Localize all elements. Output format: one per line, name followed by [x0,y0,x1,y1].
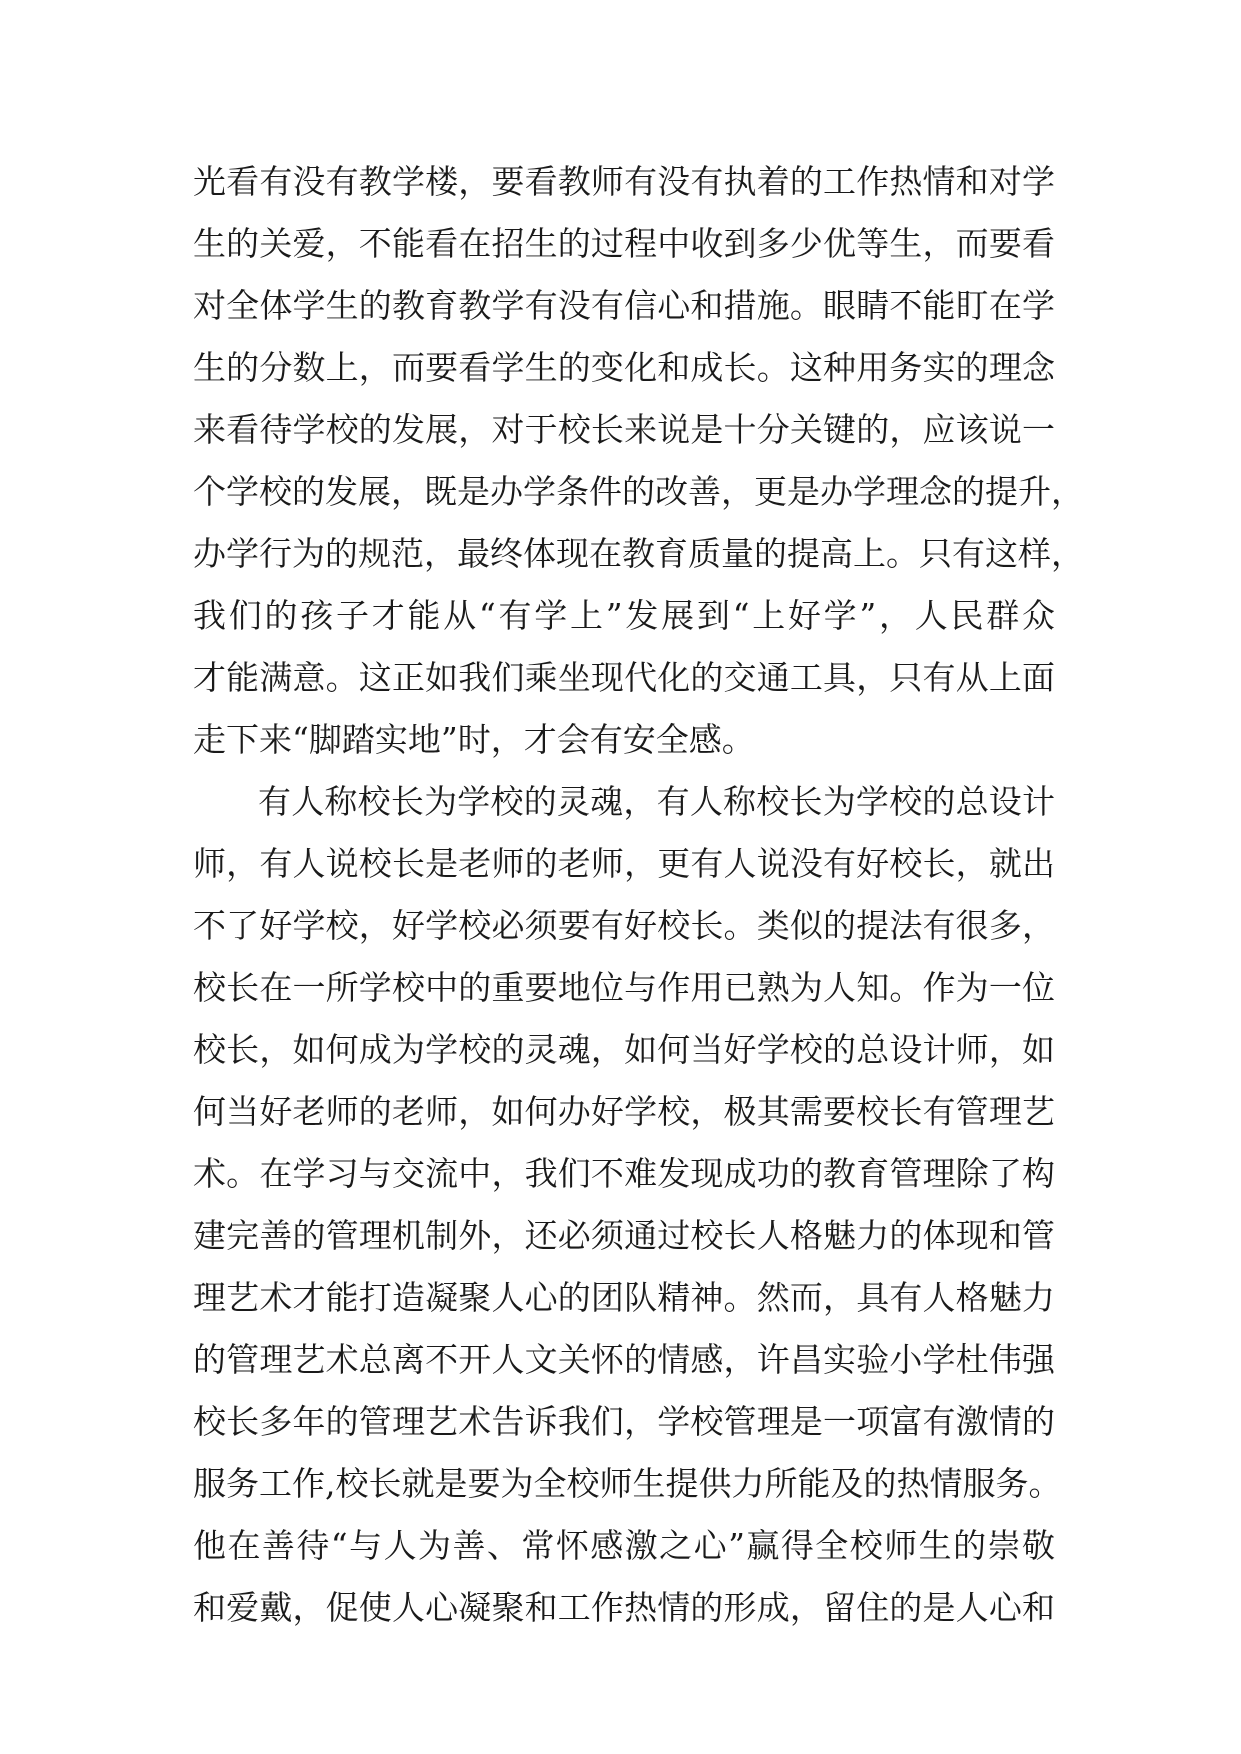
text-line: 不了好学校，好学校必须要有好校长。类似的提法有很多， [193,906,1055,945]
text-line: 他在善待“与人为善、常怀感激之心”赢得全校师生的崇敬 [193,1526,1055,1565]
text-line: 校长在一所学校中的重要地位与作用已熟为人知。作为一位 [193,968,1055,1007]
text-line: 才能满意。这正如我们乘坐现代化的交通工具，只有从上面 [193,658,1055,697]
text-line: 建完善的管理机制外，还必须通过校长人格魅力的体现和管 [193,1216,1055,1255]
text-line: 校长多年的管理艺术告诉我们，学校管理是一项富有激情的 [193,1402,1055,1441]
text-line: 光看有没有教学楼，要看教师有没有执着的工作热情和对学 [193,162,1055,201]
text-line: 来看待学校的发展，对于校长来说是十分关键的，应该说一 [193,410,1055,449]
text-line: 对全体学生的教育教学有没有信心和措施。眼睛不能盯在学 [193,286,1055,325]
text-line: 生的分数上，而要看学生的变化和成长。这种用务实的理念 [193,348,1055,387]
text-line: 和爱戴，促使人心凝聚和工作热情的形成，留住的是人心和 [193,1588,1055,1627]
text-line: 办学行为的规范，最终体现在教育质量的提高上。只有这样， [193,534,1084,573]
text-line: 理艺术才能打造凝聚人心的团队精神。然而，具有人格魅力 [193,1278,1055,1317]
text-line: 师，有人说校长是老师的老师，更有人说没有好校长，就出 [193,844,1055,883]
text-line: 我们的孩子才能从“有学上”发展到“上好学”，人民群众 [193,596,1055,635]
paragraph-end-line: 走下来“脚踏实地”时，才会有安全感。 [193,720,755,759]
text-line: 何当好老师的老师，如何办好学校，极其需要校长有管理艺 [193,1092,1055,1131]
text-line: 术。在学习与交流中，我们不难发现成功的教育管理除了构 [193,1154,1055,1193]
text-line: 的管理艺术总离不开人文关怀的情感，许昌实验小学杜伟强 [193,1340,1055,1379]
text-line: 生的关爱，不能看在招生的过程中收到多少优等生，而要看 [193,224,1055,263]
text-line: 校长，如何成为学校的灵魂，如何当好学校的总设计师，如 [193,1030,1055,1069]
paragraph-start-line: 有人称校长为学校的灵魂，有人称校长为学校的总设计 [258,782,1055,821]
text-line: 服务工作,校长就是要为全校师生提供力所能及的热情服务。 [193,1464,1062,1503]
text-line: 个学校的发展，既是办学条件的改善，更是办学理念的提升， [193,472,1084,511]
